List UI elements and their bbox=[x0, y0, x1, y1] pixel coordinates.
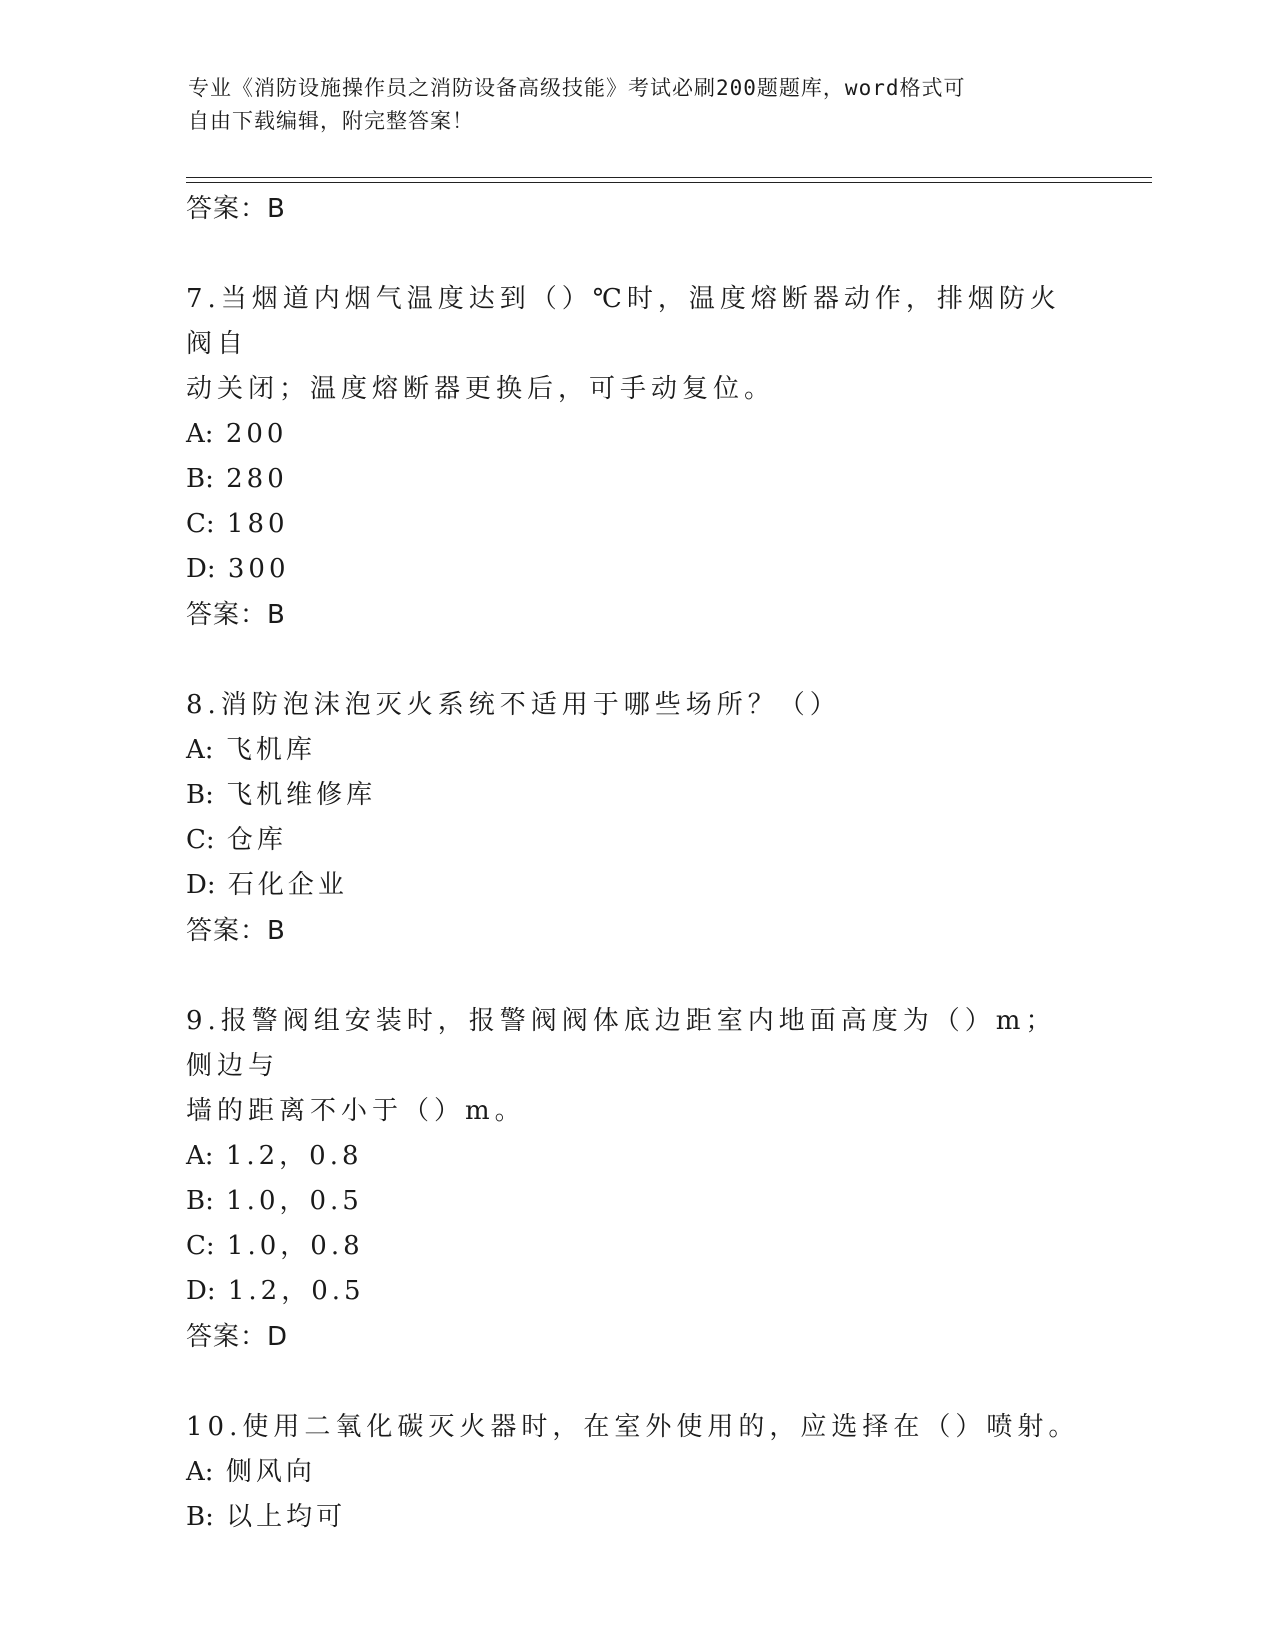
question-8-answer: 答案：B bbox=[186, 916, 286, 946]
option-text: 1.0，0.5 bbox=[226, 1186, 363, 1216]
question-10 bbox=[186, 1405, 1086, 1540]
option-letter: A: bbox=[186, 1141, 214, 1171]
question-9-option-b bbox=[186, 1179, 1086, 1224]
header-line-2: 自由下载编辑，附完整答案！ bbox=[188, 109, 474, 133]
option-letter: A: bbox=[186, 419, 214, 449]
option-text: 以上均可 bbox=[226, 1502, 347, 1532]
question-8-option-d bbox=[186, 863, 1086, 908]
question-9-option-c bbox=[186, 1224, 1086, 1269]
question-9-option-a bbox=[186, 1134, 1086, 1179]
option-text: 280 bbox=[226, 464, 288, 494]
question-7-text bbox=[186, 277, 1086, 412]
option-letter: B: bbox=[186, 1502, 214, 1532]
option-text: 200 bbox=[225, 419, 288, 449]
question-9-line-2: 墙的距离不小于（）m。 bbox=[186, 1096, 526, 1126]
question-7-answer: 答案：B bbox=[186, 600, 286, 630]
question-8-line-1: 8.消防泡沫泡灭火系统不适用于哪些场所？（） bbox=[186, 690, 841, 720]
question-10-line-1: 10.使用二氧化碳灭火器时，在室外使用的，应选择在（）喷射。 bbox=[186, 1412, 1080, 1442]
spacer bbox=[186, 954, 1086, 999]
question-10-option-b bbox=[186, 1495, 1086, 1540]
question-10-text bbox=[186, 1405, 1086, 1450]
question-9-option-d bbox=[186, 1269, 1086, 1314]
spacer bbox=[186, 1360, 1086, 1405]
option-text: 1.2，0.8 bbox=[225, 1141, 363, 1171]
question-9-line-1: 9.报警阀组安装时，报警阀阀体底边距室内地面高度为（）m；侧边与 bbox=[186, 1006, 1057, 1081]
option-text: 1.0，0.8 bbox=[226, 1231, 364, 1261]
option-letter: D: bbox=[186, 554, 216, 584]
option-text: 1.2，0.5 bbox=[227, 1276, 365, 1306]
option-letter: A: bbox=[186, 735, 214, 765]
option-letter: C: bbox=[186, 1231, 215, 1261]
previous-answer: 答案：B bbox=[186, 194, 286, 224]
header-rule-bottom bbox=[186, 182, 1152, 183]
option-text: 飞机库 bbox=[225, 735, 316, 765]
spacer bbox=[186, 232, 1086, 277]
question-9-text bbox=[186, 999, 1086, 1134]
option-text: 仓库 bbox=[226, 825, 287, 855]
question-7-option-d bbox=[186, 547, 1086, 592]
question-8 bbox=[186, 683, 1086, 954]
option-letter: A: bbox=[186, 1457, 214, 1487]
question-7-line-1: 7.当烟道内烟气温度达到（）℃时，温度熔断器动作，排烟防火阀自 bbox=[186, 284, 1061, 359]
question-8-text bbox=[186, 683, 1086, 728]
option-letter: B: bbox=[186, 780, 214, 810]
question-7-option-a bbox=[186, 412, 1086, 457]
question-7 bbox=[186, 277, 1086, 638]
document-header bbox=[188, 72, 1068, 138]
question-10-option-a bbox=[186, 1450, 1086, 1495]
option-text: 石化企业 bbox=[227, 870, 348, 900]
question-list bbox=[186, 186, 1086, 1540]
question-7-option-c bbox=[186, 502, 1086, 547]
option-letter: B: bbox=[186, 1186, 214, 1216]
question-8-option-c bbox=[186, 818, 1086, 863]
question-9-answer: 答案：D bbox=[186, 1322, 289, 1352]
option-text: 飞机维修库 bbox=[226, 780, 377, 810]
option-letter: D: bbox=[186, 1276, 216, 1306]
question-9 bbox=[186, 999, 1086, 1360]
header-line-1: 专业《消防设施操作员之消防设备高级技能》考试必刷200题题库，word格式可 bbox=[188, 76, 966, 100]
option-letter: B: bbox=[186, 464, 214, 494]
option-text: 300 bbox=[227, 554, 290, 584]
question-8-option-a bbox=[186, 728, 1086, 773]
header-rule-top bbox=[186, 177, 1152, 178]
question-8-option-b bbox=[186, 773, 1086, 818]
option-letter: D: bbox=[186, 870, 216, 900]
spacer bbox=[186, 638, 1086, 683]
question-7-option-b bbox=[186, 457, 1086, 502]
option-letter: C: bbox=[186, 509, 215, 539]
option-letter: C: bbox=[186, 825, 215, 855]
question-7-line-2: 动关闭；温度熔断器更换后，可手动复位。 bbox=[186, 374, 776, 404]
option-text: 侧风向 bbox=[225, 1457, 316, 1487]
option-text: 180 bbox=[226, 509, 289, 539]
